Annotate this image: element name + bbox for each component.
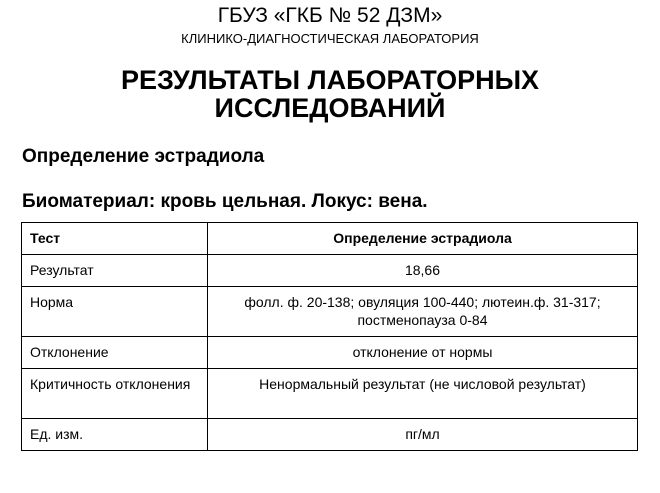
row-label: Критичность отклонения — [22, 369, 208, 419]
table-row-unit — [22, 419, 638, 451]
row-label: Отклонение — [22, 337, 208, 369]
document-title — [0, 66, 660, 122]
test-name-heading: Определение эстрадиола — [22, 146, 265, 167]
table-row-criticality — [22, 369, 638, 419]
table-row-norm — [22, 287, 638, 337]
row-label: Результат — [22, 255, 208, 287]
row-value: Ненормальный результат (не числовой результат) — [208, 369, 638, 419]
table-row-deviation — [22, 337, 638, 369]
department-name: КЛИНИКО-ДИАГНОСТИЧЕСКАЯ ЛАБОРАТОРИЯ — [181, 31, 479, 46]
document-title-line-1: РЕЗУЛЬТАТЫ ЛАБОРАТОРНЫХ — [120, 65, 540, 95]
organization-name: ГБУЗ «ГКБ № 52 ДЗМ» — [217, 4, 443, 27]
row-label: Ед. изм. — [22, 419, 208, 451]
row-value: 18,66 — [208, 255, 638, 287]
table-row-result — [22, 255, 638, 287]
row-value: пг/мл — [208, 419, 638, 451]
biomaterial-heading: Биоматериал: кровь цельная. Локус: вена. — [22, 191, 428, 212]
row-label: Тест — [22, 223, 208, 255]
row-value: Определение эстрадиола — [208, 223, 638, 255]
row-label: Норма — [22, 287, 208, 337]
row-value: отклонение от нормы — [208, 337, 638, 369]
row-value: фолл. ф. 20-138; овуляция 100-440; лютеин.ф. 31-317; постменопауза 0-84 — [208, 287, 638, 337]
table-row-header — [22, 223, 638, 255]
results-table — [21, 222, 638, 451]
document-title-line-2: ИССЛЕДОВАНИЙ — [214, 93, 446, 123]
